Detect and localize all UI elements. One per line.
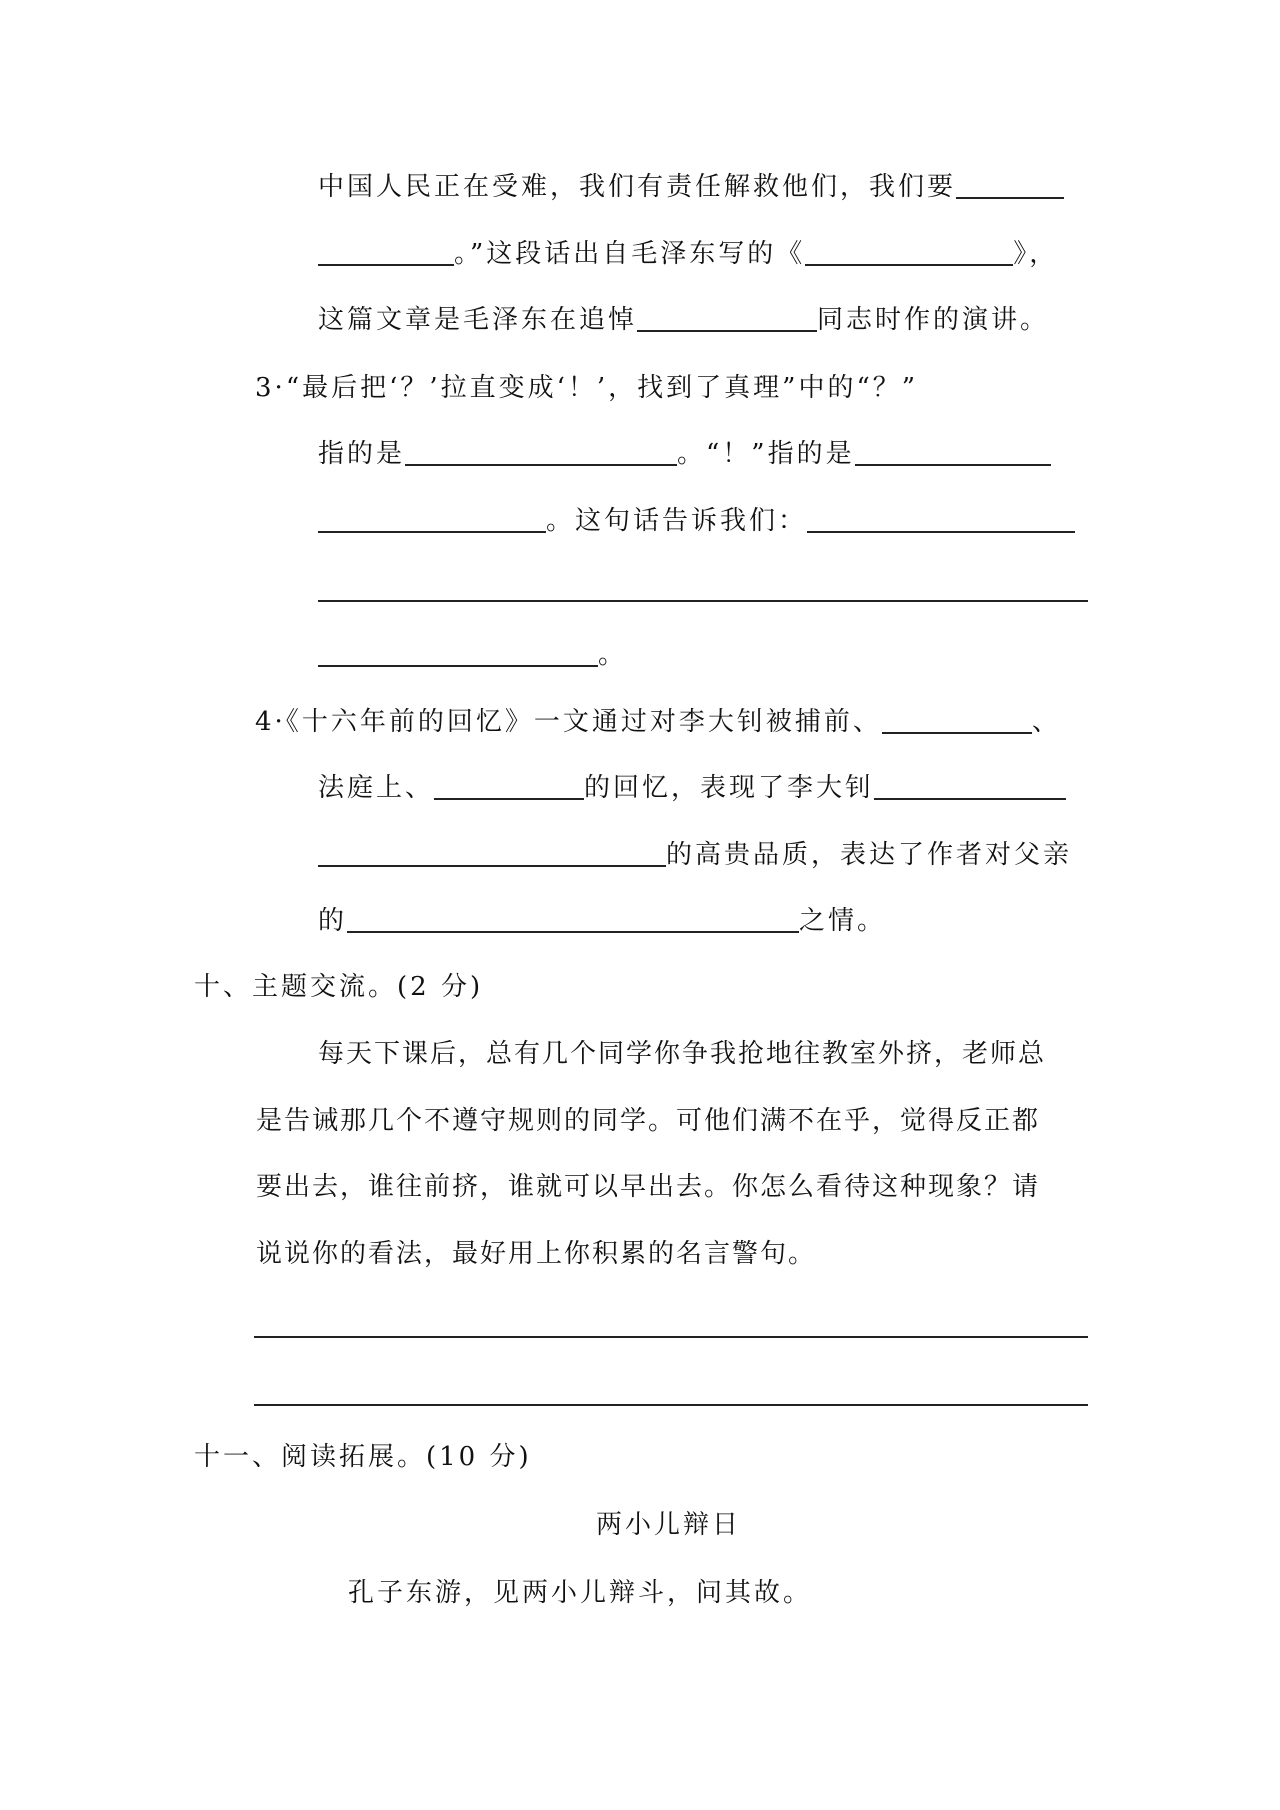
passage-title: 两小儿辩日	[596, 1510, 742, 1540]
q2-blank-person[interactable]	[637, 304, 817, 332]
q2-text: 》，	[1013, 239, 1059, 269]
q3-text: 指的是	[318, 439, 406, 469]
q4-line-2	[318, 771, 1066, 805]
section-10-answer-line-1[interactable]	[254, 1336, 1088, 1338]
q3-text: 。这句话告诉我们：	[546, 506, 808, 536]
q4-line-1	[255, 705, 1061, 739]
passage-paragraph-line: 孔子东游，见两小儿辩斗，问其故。	[348, 1578, 813, 1608]
section-10-paragraph-line: 要出去，谁往前挤，谁就可以早出去。你怎么看待这种现象？请	[256, 1172, 1041, 1202]
q3-text: “最后把‘？’拉直变成‘！’，找到了真理”中的“？”	[285, 373, 919, 403]
q4-text: 法庭上、	[318, 773, 435, 803]
q2-text: 。”这段话出自毛泽东写的《	[454, 239, 806, 269]
q4-blank-1[interactable]	[882, 706, 1032, 734]
q4-blank-3[interactable]	[874, 772, 1066, 800]
q4-text: 的	[318, 906, 348, 936]
q2-line-2	[318, 237, 1058, 271]
section-10-title: 十、主题交流。(2 分)	[194, 972, 484, 1002]
q2-text: 同志时作的演讲。	[817, 305, 1050, 335]
q2-blank-title[interactable]	[805, 238, 1013, 266]
q4-text: 、	[1031, 707, 1061, 737]
q3-answer-line[interactable]	[318, 600, 1088, 602]
q4-text: 的高贵品质，表达了作者对父亲	[666, 840, 1073, 870]
q3-blank-exclamation-1[interactable]	[855, 438, 1051, 466]
q4-blank-5[interactable]	[347, 905, 799, 933]
section-10-answer-line-2[interactable]	[254, 1404, 1088, 1406]
q3-line-5	[318, 638, 627, 672]
q3-line-2	[318, 437, 1051, 471]
q4-blank-4[interactable]	[318, 839, 666, 867]
section-11-title: 十一、阅读拓展。(10 分)	[194, 1442, 532, 1472]
q4-text: 《十六年前的回忆》一文通过对李大钊被捕前、	[285, 707, 882, 737]
q2-line-1	[318, 170, 1064, 204]
q3-blank-meaning-3[interactable]	[318, 639, 598, 667]
section-10-paragraph-line: 说说你的看法，最好用上你积累的名言警句。	[256, 1239, 817, 1269]
q4-text: 之情。	[799, 906, 887, 936]
q3-blank-question-mark[interactable]	[405, 438, 677, 466]
q4-blank-2[interactable]	[434, 772, 584, 800]
q3-text: 。“！”指的是	[677, 439, 855, 469]
q3-blank-meaning-1[interactable]	[807, 505, 1075, 533]
q4-line-4	[318, 904, 886, 938]
q3-text: 。	[598, 640, 628, 670]
section-10-paragraph-line: 每天下课后，总有几个同学你争我抢地往教室外挤，老师总	[318, 1039, 1047, 1069]
q3-line-1	[255, 371, 918, 405]
q4-line-3	[318, 838, 1072, 872]
q2-blank-2[interactable]	[318, 238, 454, 266]
q2-line-3	[318, 303, 1049, 337]
q2-text: 这篇文章是毛泽东在追悼	[318, 305, 638, 335]
q4-number: 4·	[255, 707, 286, 737]
q3-number: 3·	[255, 373, 286, 403]
section-10-paragraph-line: 是告诫那几个不遵守规则的同学。可他们满不在乎，觉得反正都	[256, 1106, 1041, 1136]
q4-text: 的回忆，表现了李大钊	[584, 773, 875, 803]
q3-blank-exclamation-2[interactable]	[318, 505, 546, 533]
q2-text: 中国人民正在受难，我们有责任解救他们，我们要	[318, 172, 957, 202]
q2-blank-1[interactable]	[956, 171, 1064, 199]
q3-line-3	[318, 504, 1075, 538]
